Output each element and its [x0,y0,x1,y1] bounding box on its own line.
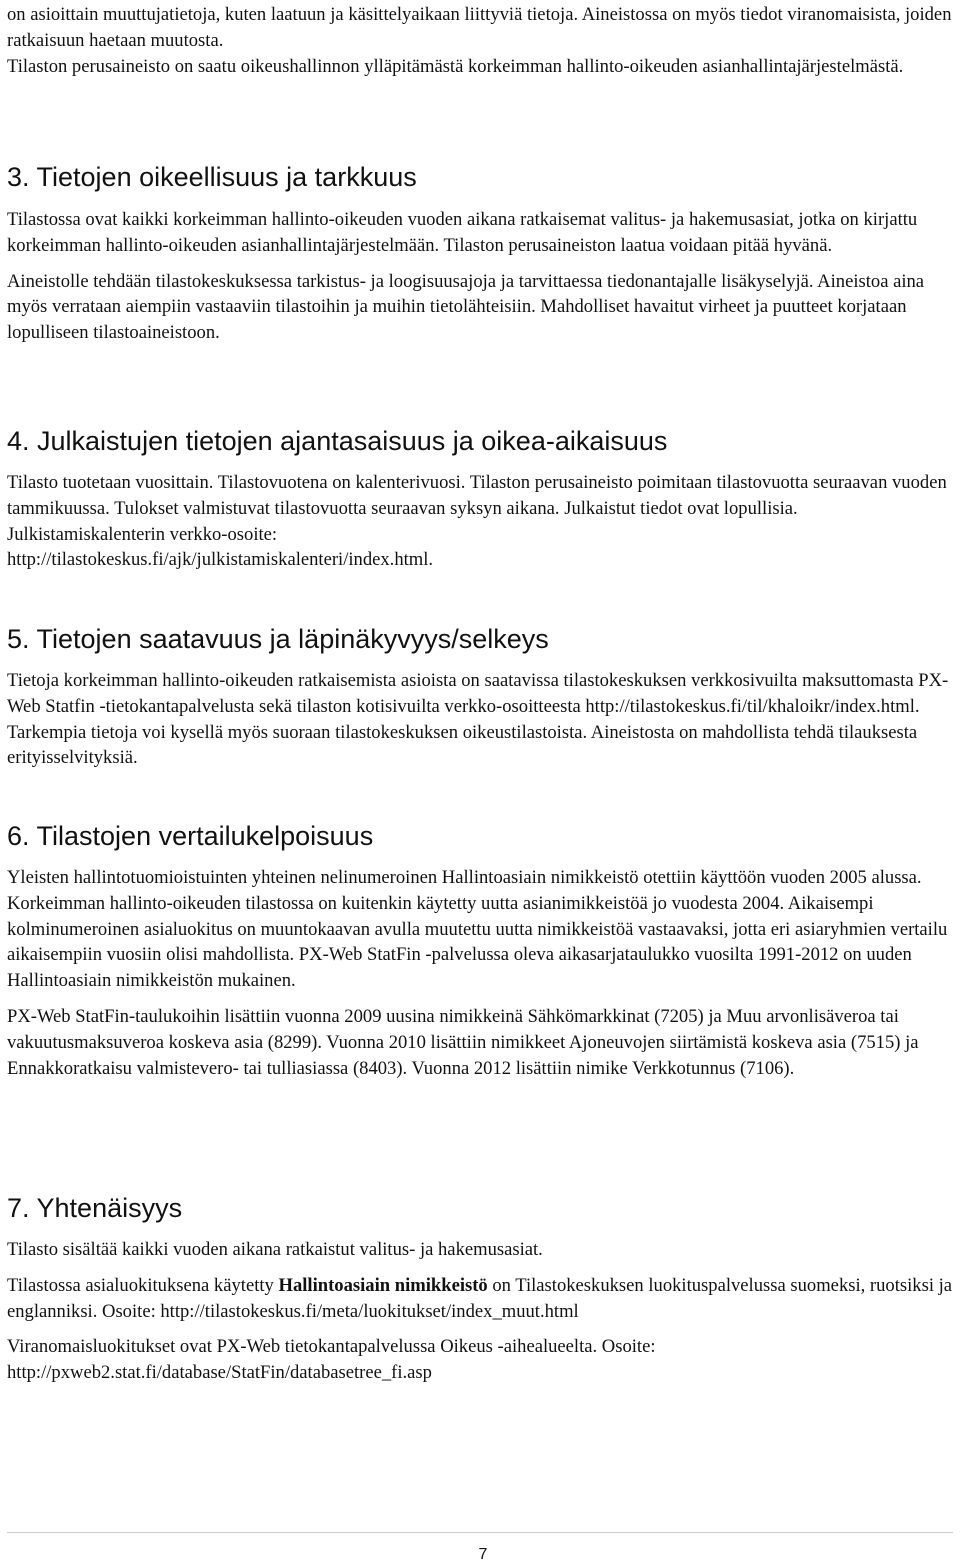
page-number-text: 7 [478,1546,488,1563]
section-7-p2-pre: Tilastossa asialuokituksena käytetty [7,1274,279,1296]
section-5 [7,622,955,771]
section-6 [7,819,955,1081]
section-3-heading: 3. Tietojen oikeellisuus ja tarkkuus [7,162,417,192]
section-4-text: Tilasto tuotetaan vuosittain. Tilastovuotena on kalenterivuosi. Tilaston perusaineisto poimitaan tilastovuotta seuraavan vuoden tammikuussa. Tulokset valmistuvat tilastovuotta seuraavan syksyn aikana. Julkaistut tiedot ovat lopullisia. Julkistamiskalenterin verkko-osoite: [7,472,947,545]
intro-paragraph-2: Tilaston perusaineisto on saatu oikeushallinnon ylläpitämästä korkeimman hallinto-oikeuden asianhallintajärjestelmästä. [7,55,904,77]
section-5-paragraph-1: Tietoja korkeimman hallinto-oikeuden ratkaisemista asioista on saatavissa tilastokeskuksen verkkosivuilta maksuttomasta PX-Web Statfin -tietokantapalvelusta sekä tilaston kotisivuilta verkko-osoitteesta http://tilastokeskus.fi/til/khaloikr/index.html. Tarkempia tietoja voi kysellä myös suoraan tilastokeskuksen oikeustilastoista. Aineistosta on mahdollista tehdä tilauksesta erityisselvityksiä. [7,670,949,769]
section-7-paragraph-3: Viranomaisluokitukset ovat PX-Web tietokantapalvelussa Oikeus -aihealueelta. Osoite: http://pxweb2.stat.fi/database/StatFin/databasetree_fi.asp [7,1336,656,1384]
section-7-heading: 7. Yhtenäisyys [7,1193,183,1223]
section-3 [7,160,955,346]
section-7-paragraph-2 [7,1273,955,1325]
section-7-p2-post: on Tilastokeskuksen luokituspalvelussa suomeksi, ruotsiksi ja englanniksi. Osoite: http://tilastokeskus.fi/meta/luokitukset/index_muut.html [7,1274,953,1322]
section-6-heading: 6. Tilastojen vertailukelpoisuus [7,821,374,851]
intro-paragraph-1: on asioittain muuttujatietoja, kuten laatuun ja käsittelyaikaan liittyviä tietoja. Aineistossa on myös tiedot viranomaisista, joiden ratkaisuun haetaan muutosta. [7,4,952,51]
section-3-paragraph-1: Tilastossa ovat kaikki korkeimman hallinto-oikeuden vuoden aikana ratkaisemat valitus- ja hakemusasiat, jotka on kirjattu korkeimman hallinto-oikeuden asianhallintajärjestelmään. Tilaston perusaineiston laatua voidaan pitää hyvänä. [7,209,918,256]
footer-divider [7,1532,953,1533]
section-5-heading: 5. Tietojen saatavuus ja läpinäkyvyys/selkeys [7,624,549,654]
page-number [0,1546,960,1564]
section-4-heading: 4. Julkaistujen tietojen ajantasaisuus ja oikea-aikaisuus [7,426,668,456]
calendar-url: http://tilastokeskus.fi/ajk/julkistamiskalenteri/index.html. [7,549,434,571]
intro-block [7,2,955,79]
section-3-paragraph-2: Aineistolle tehdään tilastokeskuksessa tarkistus- ja loogisuusajoja ja tarvittaessa tiedonantajalle lisäkyselyjä. Aineistoa aina myös verrataan aiempiin vastaaviin tilastoihin ja muihin tietolähteisiin. Mahdolliset havaitut virheet ja puutteet korjataan lopulliseen tilastoaineistoon. [7,270,925,344]
classification-name: Hallintoasiain nimikkeistö [278,1274,488,1296]
section-7 [7,1191,955,1386]
section-6-paragraph-1: Yleisten hallintotuomioistuinten yhteinen nelinumeroinen Hallintoasiain nimikkeistö otettiin käyttöön vuoden 2005 alussa. Korkeimman hallinto-oikeuden tilastossa on kuitenkin käytetty uutta asianimikkeistöä jo vuodesta 2004. Aikaisempi kolminumeroinen asialuokitus on muuntokaavan avulla muutettu uutta nimikkeistöä vastaavaksi, jotta eri asiaryhmien vertailu aikaisempiin vuosiin olisi mahdollista. PX-Web StatFin -palvelussa oleva aikasarjataulukko vuosilta 1991-2012 on uuden Hallintoasiain nimikkeistön mukainen. [7,867,948,992]
section-7-paragraph-1: Tilasto sisältää kaikki vuoden aikana ratkaistut valitus- ja hakemusasiat. [7,1239,543,1260]
section-6-paragraph-2: PX-Web StatFin-taulukoihin lisättiin vuonna 2009 uusina nimikkeinä Sähkömarkkinat (7205) ja Muu arvonlisäveroa tai vakuutusmaksuveroa koskeva asia (8299). Vuonna 2010 lisättiin nimikkeet Ajoneuvojen siirtämistä koskeva asia (7515) ja Ennakkoratkaisu valmistevero- tai tulliasiassa (8403). Vuonna 2012 lisättiin nimike Verkkotunnus (7106). [7,1005,919,1079]
section-4 [7,424,955,573]
section-4-paragraph-1 [7,470,955,573]
